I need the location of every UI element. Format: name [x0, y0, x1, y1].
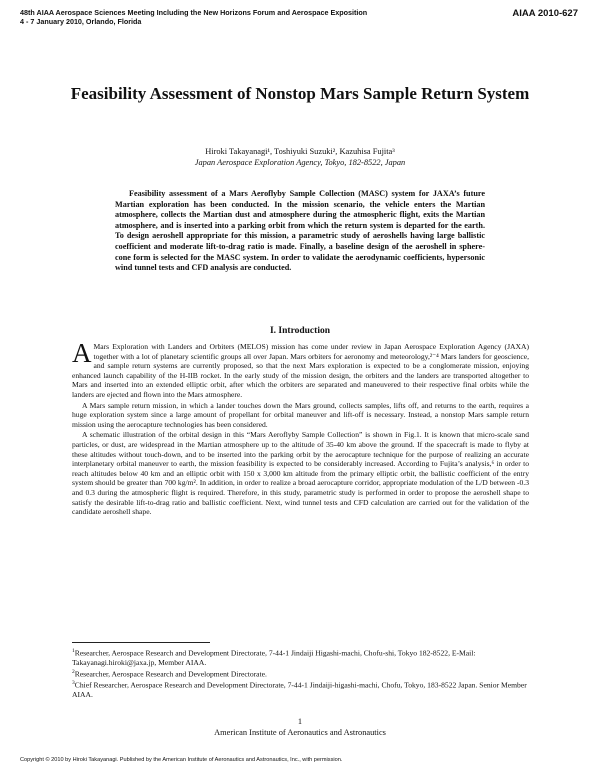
drop-cap: A: [72, 338, 92, 368]
footnote-mark: 3: [72, 679, 75, 686]
paragraph: [72, 338, 529, 400]
footnotes: [72, 647, 529, 700]
page-number: 1: [297, 717, 303, 726]
footnote-text: Researcher, Aerospace Research and Development Directorate.: [74, 669, 267, 679]
footnote-mark: 1: [72, 648, 75, 654]
conference-line-1: 48th AIAA Aerospace Sciences Meeting Including the New Horizons Forum and Aerospace Exposition: [20, 8, 368, 17]
author-list: Hiroki Takayanagi¹, Toshiyuki Suzuki², Kazuhisa Fujita³: [205, 147, 395, 156]
footnote: [72, 647, 529, 668]
conference-line-2: 4 - 7 January 2010, Orlando, Florida: [20, 16, 142, 26]
paper-id: AIAA 2010-627: [512, 8, 578, 19]
paragraph: A Mars sample return mission, in which a lander touches down the Mars ground, collects samples, lifts off, and returns to the earth, requires a huge exploration system since a large amount of propellant for orbital maneuver and lift-off is necessary. Instead, a nonstop Mars sample return mission using the aerocapture technologies has been considered.: [72, 400, 529, 429]
paragraph: A schematic illustration of the orbital design in this “Mars Aeroflyby Sample Collection” is shown in Fig.1. It is known that micro-scale sand particles, or dust, are widespread in the Martian atmosphere up to the altitude of 35-40 km above the ground. If the spacecraft is made to flyby at these altitudes without touch-down, and to be inserted into the parking orbit by the aerocapture technique for the purpose of realizing an accurate interplanetary orbital maneuver to earth, the mission feasibility is expected to be considerably increased. According to Fujita’s analysis,⁶ in order to reach altitudes below 40 km and an elliptic orbit with 150 x 3,000 km altitude from the primary elliptic orbit, the ballistic coefficient of the entry system should be greater than 700 kg/m². In addition, in order to realize a broad aerocapture corridor, appropriate modulation of the L/D between -0.3 and 0.3 during the atmospheric flight is required. Therefore, in this study, parametric study is performed in order to propose the aeroshell shape to satisfy the desirable lift-to-drag ratio and ballistic coefficient. Next, wind tunnel tests and CFD calculation are carried out for the validation of the candidate aeroshell shape.: [72, 430, 529, 517]
copyright-notice: Copyright © 2010 by Hiroki Takayanagi. Published by the American Institute of Aeronautics and Astronautics, Inc., with permission.: [20, 757, 343, 763]
footnote: [72, 679, 529, 700]
abstract: Feasibility assessment of a Mars Aeroflyby Sample Collection (MASC) system for JAXA’s future Martian exploration has been conducted. In the mission scenario, the vehicle enters the Martian atmosphere, collects the Martian dust and atmosphere during the atmospheric flight, exits the Martian atmosphere, and is inserted into a parking orbit from which the return system is departed for the earth. To design aeroshell appropriate for this mission, a parametric study of aeroshells having large ballistic coefficient and moderate lift-to-drag ratio is made. Finally, a baseline design of the aeroshell in sphere-cone form is selected for the MASC system. In order to validate the aerodynamic coefficients, hypersonic wind tunnel tests and CFD analysis are conducted.: [115, 189, 485, 273]
publisher-name: American Institute of Aeronautics and Astronautics: [214, 728, 386, 737]
section-heading-introduction: I. Introduction: [269, 326, 330, 336]
footnote-mark: 2: [72, 668, 75, 675]
footnote-divider: [72, 642, 210, 643]
footnote-text: Researcher, Aerospace Research and Development Directorate, 7-44-1 Jindaiji Higashi-machi, Chofu-shi, Tokyo 182-8522, E-Mail: Takayanagi.hiroki@jaxa.jp, Member AIAA.: [72, 648, 476, 668]
author-affiliation: Japan Aerospace Exploration Agency, Tokyo, 182-8522, Japan: [194, 158, 406, 167]
introduction-body: [72, 338, 529, 518]
footnote-text: Chief Researcher, Aerospace Research and Development Directorate, 7-44-1 Jindaiji-higashi-machi, Chofu, Tokyo, 183-8522 Japan. Senior Member AIAA.: [72, 680, 527, 699]
paper-title: Feasibility Assessment of Nonstop Mars Sample Return System: [70, 84, 530, 103]
paragraph-text: Mars Exploration with Landers and Orbiters (MELOS) mission has come under review in Japan Aerospace Exploration Agency (JAXA) together with a lot of planetary scientific groups all over Japan. Mars orbiters for aeronomy and meteorology,²⁻⁴ Mars landers for geoscience, and sample return systems are currently proposed, so that the next Mars exploration is expected to be a conglomerate mission, enjoying enhanced launch capability of the H-IIB rocket. In the early study of the mission design, the orbiters and the landers are transported altogether to Mars and inserted into an extended elliptic orbit, after which the orbiters are separated and maneuvered to their respective final orbits while the landers are ejected and flown into the Mars atmosphere.: [72, 342, 529, 399]
conference-header: [20, 9, 440, 26]
footnote: [72, 668, 529, 679]
